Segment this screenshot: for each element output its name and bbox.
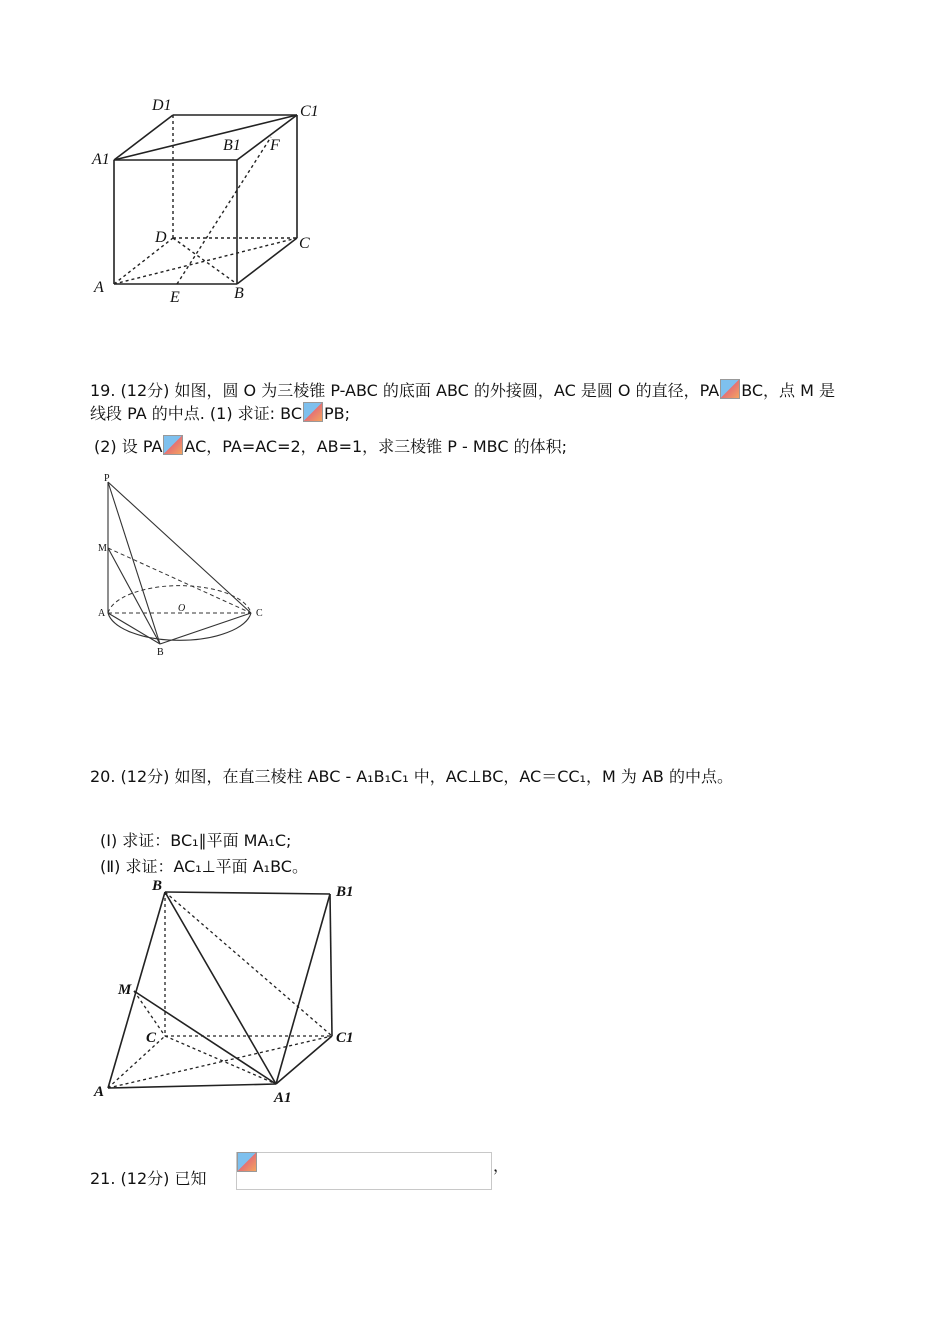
label-A: A — [94, 1084, 105, 1100]
broken-image-icon — [720, 379, 740, 399]
label-A: A — [98, 608, 106, 619]
label-C1: C1 — [300, 103, 319, 120]
label-F: F — [270, 137, 280, 154]
label-B1: B1 — [223, 137, 241, 154]
label-B1: B1 — [336, 884, 354, 900]
q19-line2 — [90, 402, 350, 425]
broken-image-icon — [303, 402, 323, 422]
label-A1: A1 — [274, 1090, 292, 1106]
cube-figure — [88, 92, 328, 314]
label-C1: C1 — [336, 1030, 354, 1046]
label-C: C — [146, 1030, 157, 1046]
q19-line1 — [90, 379, 835, 402]
label-A: A — [94, 279, 104, 296]
prism-figure — [90, 876, 360, 1111]
broken-image-icon — [237, 1152, 257, 1172]
label-E: E — [170, 289, 180, 306]
q19-line1-text-b: BC，点 M 是 — [741, 381, 836, 400]
broken-image-icon — [163, 435, 183, 455]
q21-trail: ， — [493, 1156, 510, 1175]
q19-line2-text-b: PB; — [324, 404, 351, 423]
label-O: O — [178, 603, 186, 614]
label-B: B — [157, 647, 164, 658]
label-C: C — [299, 235, 310, 252]
q20-part1: (Ⅰ) 求证：BC₁∥平面 MA₁C; — [100, 831, 292, 850]
label-M: M — [118, 982, 132, 998]
label-M: M — [98, 543, 107, 554]
q19-line3 — [94, 435, 567, 458]
pyramid-figure — [96, 470, 276, 660]
label-D: D — [155, 229, 167, 246]
q19-line3-text-b: AC，PA=AC=2，AB=1，求三棱锥 P - MBC 的体积; — [184, 437, 567, 456]
label-A1: A1 — [92, 151, 110, 168]
q20-part2: (Ⅱ) 求证：AC₁⊥平面 A₁BC。 — [100, 857, 308, 876]
label-B: B — [234, 285, 244, 302]
q19-line2-text-a: 线段 PA 的中点. (1) 求证: BC — [90, 404, 303, 423]
label-C: C — [256, 608, 263, 619]
label-P: P — [104, 473, 110, 484]
image-placeholder — [236, 1152, 492, 1190]
label-B: B — [152, 878, 163, 894]
q21-line: 21. (12分) 已知 — [90, 1169, 207, 1188]
q19-line1-text-a: 19. (12分) 如图，圆 O 为三棱锥 P-ABC 的底面 ABC 的外接圆，AC 是圆 O 的直径，PA — [90, 381, 720, 400]
q19-line3-text-a: (2) 设 PA — [94, 437, 163, 456]
q20-line1: 20. (12分) 如图，在直三棱柱 ABC - A₁B₁C₁ 中，AC⊥BC，AC＝CC₁，M 为 AB 的中点。 — [90, 767, 733, 786]
label-D1: D1 — [152, 97, 172, 114]
